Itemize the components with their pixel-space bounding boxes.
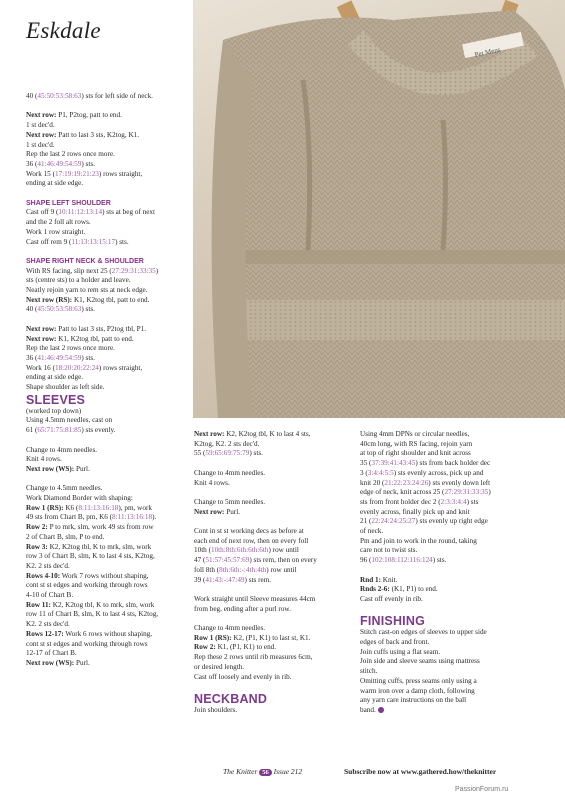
text-line: 1 st dec'd. — [26, 140, 55, 149]
text-line: Using 4.5mm needles, cast on — [26, 416, 113, 425]
text-line: Change to 4mm needles. — [26, 445, 98, 454]
text-line: Row 2: P to mrk, slm, work 49 sts from row — [26, 523, 154, 532]
text-line: sts (centre sts) to a holder and leave. — [26, 276, 131, 285]
footer-magazine — [223, 767, 302, 776]
text-line: Pm and join to work in the round, taking — [360, 536, 477, 545]
text-line: Next row: Patt to last 3 sts, P2tog tbl, P1. — [26, 324, 147, 333]
column-1 — [26, 92, 186, 669]
page-number: 56 — [259, 769, 272, 776]
text-line: Join cuffs using a flat seam. — [360, 647, 441, 656]
text-line: 39 (41:43:-:47:49) sts rem. — [194, 575, 272, 584]
column-3 — [360, 430, 530, 716]
text-line: Using 4mm DPNs or circular needles, — [360, 430, 470, 438]
text-line: edges of back and front. — [360, 638, 430, 647]
text-line: Neatly rejoin yarn to rem sts at neck edge. — [26, 286, 148, 295]
text-line: Change to 4mm needles. — [194, 623, 266, 632]
text-line: Work 1 row straight. — [26, 227, 86, 236]
footer-subscribe[interactable]: Subscribe now at www.gathered.how/theknitter — [344, 767, 497, 776]
end-mark-icon — [378, 707, 384, 713]
text-line: Rnd 1: Knit. — [360, 575, 398, 584]
text-line: Work Diamond Border with shaping: — [26, 494, 133, 503]
text-line: Next row (WS): Purl. — [26, 658, 90, 667]
text-line: Knit 4 rows. — [26, 455, 62, 464]
pattern-title: Eskdale — [26, 18, 101, 43]
text-line: 4-10 of Chart B. — [26, 591, 74, 600]
text-line: and the 2 foll alt rows. — [26, 218, 91, 227]
text-line: 40 (45:50:53:58:63) sts for left side of neck. — [26, 92, 153, 100]
text-line: Join side and sleeve seams using mattress — [360, 657, 480, 666]
text-line: Rows 4-10: Work 7 rows without shaping, — [26, 571, 149, 580]
text-line: Next row: Purl. — [194, 507, 240, 516]
text-line: stitch. — [360, 667, 378, 676]
text-line: Next row: K2, K2tog tbl, K to last 4 sts, — [194, 430, 311, 438]
text-line: Stitch cast-on edges of sleeves to upper side — [360, 628, 487, 637]
text-line: ending at side edge. — [26, 179, 84, 188]
text-line: (worked top down) — [26, 406, 82, 415]
text-line: 12-17 of Chart B. — [26, 649, 77, 658]
text-line: row 11 of Chart B, slm, K to last 4 sts, K2tog, — [26, 610, 159, 619]
text-line: Change to 4.5mm needles. — [26, 484, 103, 493]
text-line: any yarn care instructions on the ball — [360, 696, 467, 705]
text-line: K2tog, K2. 2 sts dec'd. — [194, 439, 260, 448]
text-line: Change to 5mm needles. — [194, 497, 266, 506]
text-line: edge of neck, knit across 25 (27:29:31:33:35) — [360, 488, 491, 497]
text-line: Cont in st st working decs as before at — [194, 526, 304, 535]
text-line: 1 st dec'd. — [26, 121, 55, 130]
text-line: Next row: P1, P2tog, patt to end. — [26, 111, 122, 120]
text-line: care not to twist sts. — [360, 546, 418, 555]
text-line: Row 2: K1, (P1, K1) to end. — [194, 643, 277, 652]
text-line: 47 (51:57:45:57:69) sts rem, then on every — [194, 556, 317, 565]
text-line: band. — [360, 706, 530, 716]
text-line: ending at side edge. — [26, 373, 84, 382]
text-line: 96 (102:108:112:116:124) sts. — [360, 556, 447, 565]
text-line: With RS facing, slip next 25 (27:29:31:33:35) — [26, 266, 159, 275]
text-line: Cast off rem 9 (11:13:13:15:17) sts. — [26, 237, 129, 246]
text-line: Omitting cuffs, press seams only using a — [360, 676, 477, 685]
text-line: Next row: K1, K2tog tbl, patt to end. — [26, 334, 134, 343]
text-line: Next row (RS): K1, K2tog tbl, patt to end. — [26, 295, 150, 304]
text-line: of neck. — [360, 527, 384, 536]
text-line: K2. 2 sts dec'd. — [26, 561, 70, 570]
text-line: Rep the last 2 rows once more. — [26, 150, 115, 159]
text-line: warm iron over a damp cloth, following — [360, 686, 475, 695]
text-line: each end of next row, then on every foll — [194, 536, 309, 545]
text-line: 40cm long, with RS facing, rejoin yarn — [360, 439, 473, 448]
text-line: 10th (10th:8th:6th:6th:6th) row until — [194, 546, 299, 555]
text-line: knit 20 (21:22:23:24:26) sts evenly down left — [360, 478, 491, 487]
text-line: sts from front holder dec 2 (2:3:3:4:4) sts — [360, 497, 479, 506]
text-line: Rows 12-17: Work 6 rows without shaping, — [26, 629, 153, 638]
text-line: Change to 4mm needles. — [194, 468, 266, 477]
text-line: 36 (41:46:49:54:59) sts. — [26, 353, 95, 362]
text-line: or desired length. — [194, 662, 245, 671]
issue-number: Issue 212 — [273, 767, 303, 776]
text-line: Knit 4 rows. — [194, 478, 230, 487]
text-line: from beg, ending after a purl row. — [194, 604, 291, 613]
text-line: Work 16 (18:20:20:22:24) rows straight, — [26, 363, 143, 372]
sweater-photo — [193, 0, 565, 418]
text-line: Next row: Patt to last 3 sts, K2tog, K1. — [26, 130, 140, 139]
text-line: Next row (WS): Purl. — [26, 464, 90, 473]
text-line: 2 of Chart B, slm, P to end. — [26, 532, 105, 541]
text-line: 21 (22:24:24:25:27) sts evenly up right edge — [360, 517, 488, 526]
watermark: PassionForum.ru — [455, 786, 509, 793]
heading-sleeves: SLEEVES — [26, 392, 86, 407]
text-line: 49 sts from Chart B, pm, K6 (8:11:13:16:18). — [26, 513, 157, 522]
text-line: 40 (45:50:53:58:63) sts. — [26, 305, 95, 314]
magazine-name: The Knitter — [223, 767, 258, 776]
subheading-right-neck: SHAPE RIGHT NECK & SHOULDER — [26, 257, 144, 265]
text-line: Row 1 (RS): K6 (8:11:13:16:18), pm, work — [26, 503, 152, 512]
text-line: 61 (65:71:75:81:85) sts evenly. — [26, 426, 116, 435]
subheading-left-shoulder: SHAPE LEFT SHOULDER — [26, 199, 111, 207]
text-line: Rep the last 2 rows once more. — [26, 344, 115, 353]
text-line: Work straight until Sleeve measures 44cm — [194, 594, 316, 603]
text-line: Rep these 2 rows until rib measures 6cm, — [194, 653, 313, 662]
text-line: 55 (59:65:69:75:79) sts. — [194, 449, 263, 458]
text-line: cont st st edges and working through rows — [26, 581, 148, 590]
text-line: row 3 of Chart B, slm, K to last 4 sts, K2tog, — [26, 552, 155, 561]
text-line: 36 (41:46:49:54:59) sts. — [26, 159, 95, 168]
text-line: Row 11: K2, K2tog tbl, K to mrk, slm, work — [26, 600, 155, 609]
text-line: cont st st edges and working through rows — [26, 639, 148, 648]
text-line: 35 (37:39:41:43:45) sts from back holder dec — [360, 459, 491, 468]
text-line: Row 1 (RS): K2, (P1, K1) to last st, K1. — [194, 633, 311, 642]
text-line: Row 3: K2, K2tog tbl, K to mrk, slm, work — [26, 542, 152, 551]
text-line: foll 8th (8th:6th:-:4th:4th) row until — [194, 565, 297, 574]
text-line: at top of right shoulder and knit across — [360, 449, 471, 458]
heading-finishing: FINISHING — [360, 614, 425, 629]
garment-label: Pet Mens — [473, 45, 502, 59]
text-line: Join shoulders. — [194, 705, 238, 714]
text-line: 3 (3:4:4:5:5) sts evenly across, pick up and — [360, 468, 484, 477]
text-line: Cast off evenly in rib. — [360, 594, 423, 603]
text-line: Work 15 (17:19:19:21:23) rows straight, — [26, 169, 143, 178]
text-line: Shape shoulder as left side. — [26, 383, 105, 392]
text-line: evenly across, finally pick up and knit — [360, 507, 470, 516]
heading-neckband: NECKBAND — [194, 691, 268, 706]
text-line: Rnds 2-6: (K1, P1) to end. — [360, 585, 438, 594]
column-2 — [194, 430, 354, 716]
text-line: Cast off 9 (10:11:12:13:14) sts at beg of next — [26, 208, 155, 217]
text-line: K2. 2 sts dec'd. — [26, 620, 70, 629]
text-line: Cast off loosely and evenly in rib. — [194, 672, 292, 681]
